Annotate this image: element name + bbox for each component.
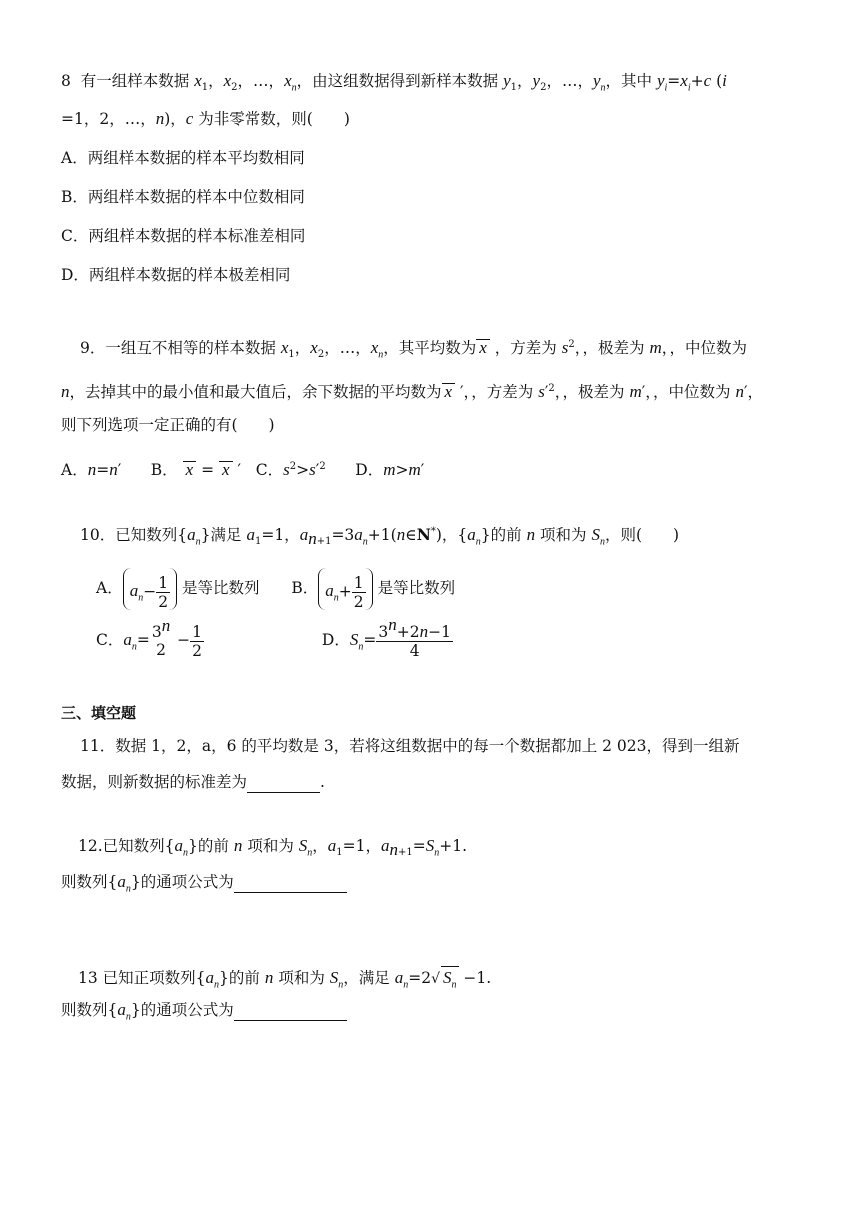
q8-line1: 8 有一组样本数据 $x_1$，$x_2$，…，$x_n$，由这组数据得到新样本数据 $y_1$，$y_2$，…，$y_n$，其中 $y_i=x_i+c$ (i [61, 71, 727, 94]
q8-option-d: D．两组样本数据的样本极差相同 [61, 266, 291, 284]
q12-answer-blank[interactable] [234, 876, 347, 893]
q8-stem-a: 有一组样本数据 [80, 72, 190, 90]
q13-line1: 13 已知正项数列$\{a_n\}$的前 n 项和为 $S_n$，满足 $a_n=2√$ $S_n -1$. [78, 968, 492, 991]
q8-option-b: B．两组样本数据的样本中位数相同 [61, 188, 305, 206]
q10-options-ab: A． $a_n-$ $\frac{1}{2}$ 是等比数列 B． $a_n+$ $\frac{1}{2}$ 是等比数列 [96, 566, 455, 610]
q8-stem-c: 其中 [621, 72, 653, 90]
q11-line2: 数据，则新数据的标准差为 . [61, 773, 325, 791]
q10-number: 10． [80, 526, 116, 544]
q10-line1: 10．已知数列$\{a_n\}$满足 $a_1=1$，$a_{n+1}=3a_n+1(n\in N^*)$，$\{a_n\}$的前 n 项和为 $S_n$，则( ) [80, 525, 680, 549]
q12-line1: 12.已知数列$\{a_n\}$的前 n 项和为 $S_n$，$a_1=1$，$a_{n+1}=S_n+1$. [78, 836, 468, 860]
q12-line2: 则数列$\{a_n\}$的通项公式为 [61, 871, 347, 893]
q8-stem-b: 由这组数据得到新样本数据 [312, 72, 499, 90]
q9-number: 9． [80, 339, 106, 357]
q8-stem-d: 为非零常数，则( ) [198, 110, 350, 128]
q9-line1: 9．一组互不相等的样本数据 $x_1$，$x_2$，…，$x_n$，其平均数为 x ，方差为 $s^2$，，极差为 m，，中位数为 [80, 338, 747, 361]
q13-line2: 则数列$\{a_n\}$的通项公式为 [61, 999, 347, 1021]
q9-line2: n，去掉其中的最小值和最大值后，余下数据的平均数为 x ′，，方差为 $s'^2$，，极差为 m′，，中位数为 n′， [61, 382, 764, 401]
q9-line3: 则下列选项一定正确的有( ) [61, 416, 275, 434]
section-title: 三、填空题 [61, 704, 137, 722]
q9-options: A．n=n′ B． x = x ′ C．$s^2>s'^2$ D．m>m′ [61, 460, 425, 479]
q8-option-a: A．两组样本数据的样本平均数相同 [61, 149, 305, 167]
q11-answer-blank[interactable] [247, 778, 320, 793]
q13-answer-blank[interactable] [234, 1004, 347, 1021]
q8-option-c: C．两组样本数据的样本标准差相同 [61, 227, 306, 245]
q10-options-cd: C．$a_n=$ 3$^n$ 2 − $\frac{1}{2}$ D．$S_n=$ $\frac{3^n+2n-1}{4}$ [96, 615, 451, 660]
q8-number: 8 [61, 72, 71, 90]
q8-line2: =1，2，…，n)，c 为非零常数，则( ) [61, 109, 350, 128]
q11-line1: 11．数据 1，2，a，6 的平均数是 3，若将这组数据中的每一个数据都加上 2 023，得到一组新 [80, 737, 740, 755]
